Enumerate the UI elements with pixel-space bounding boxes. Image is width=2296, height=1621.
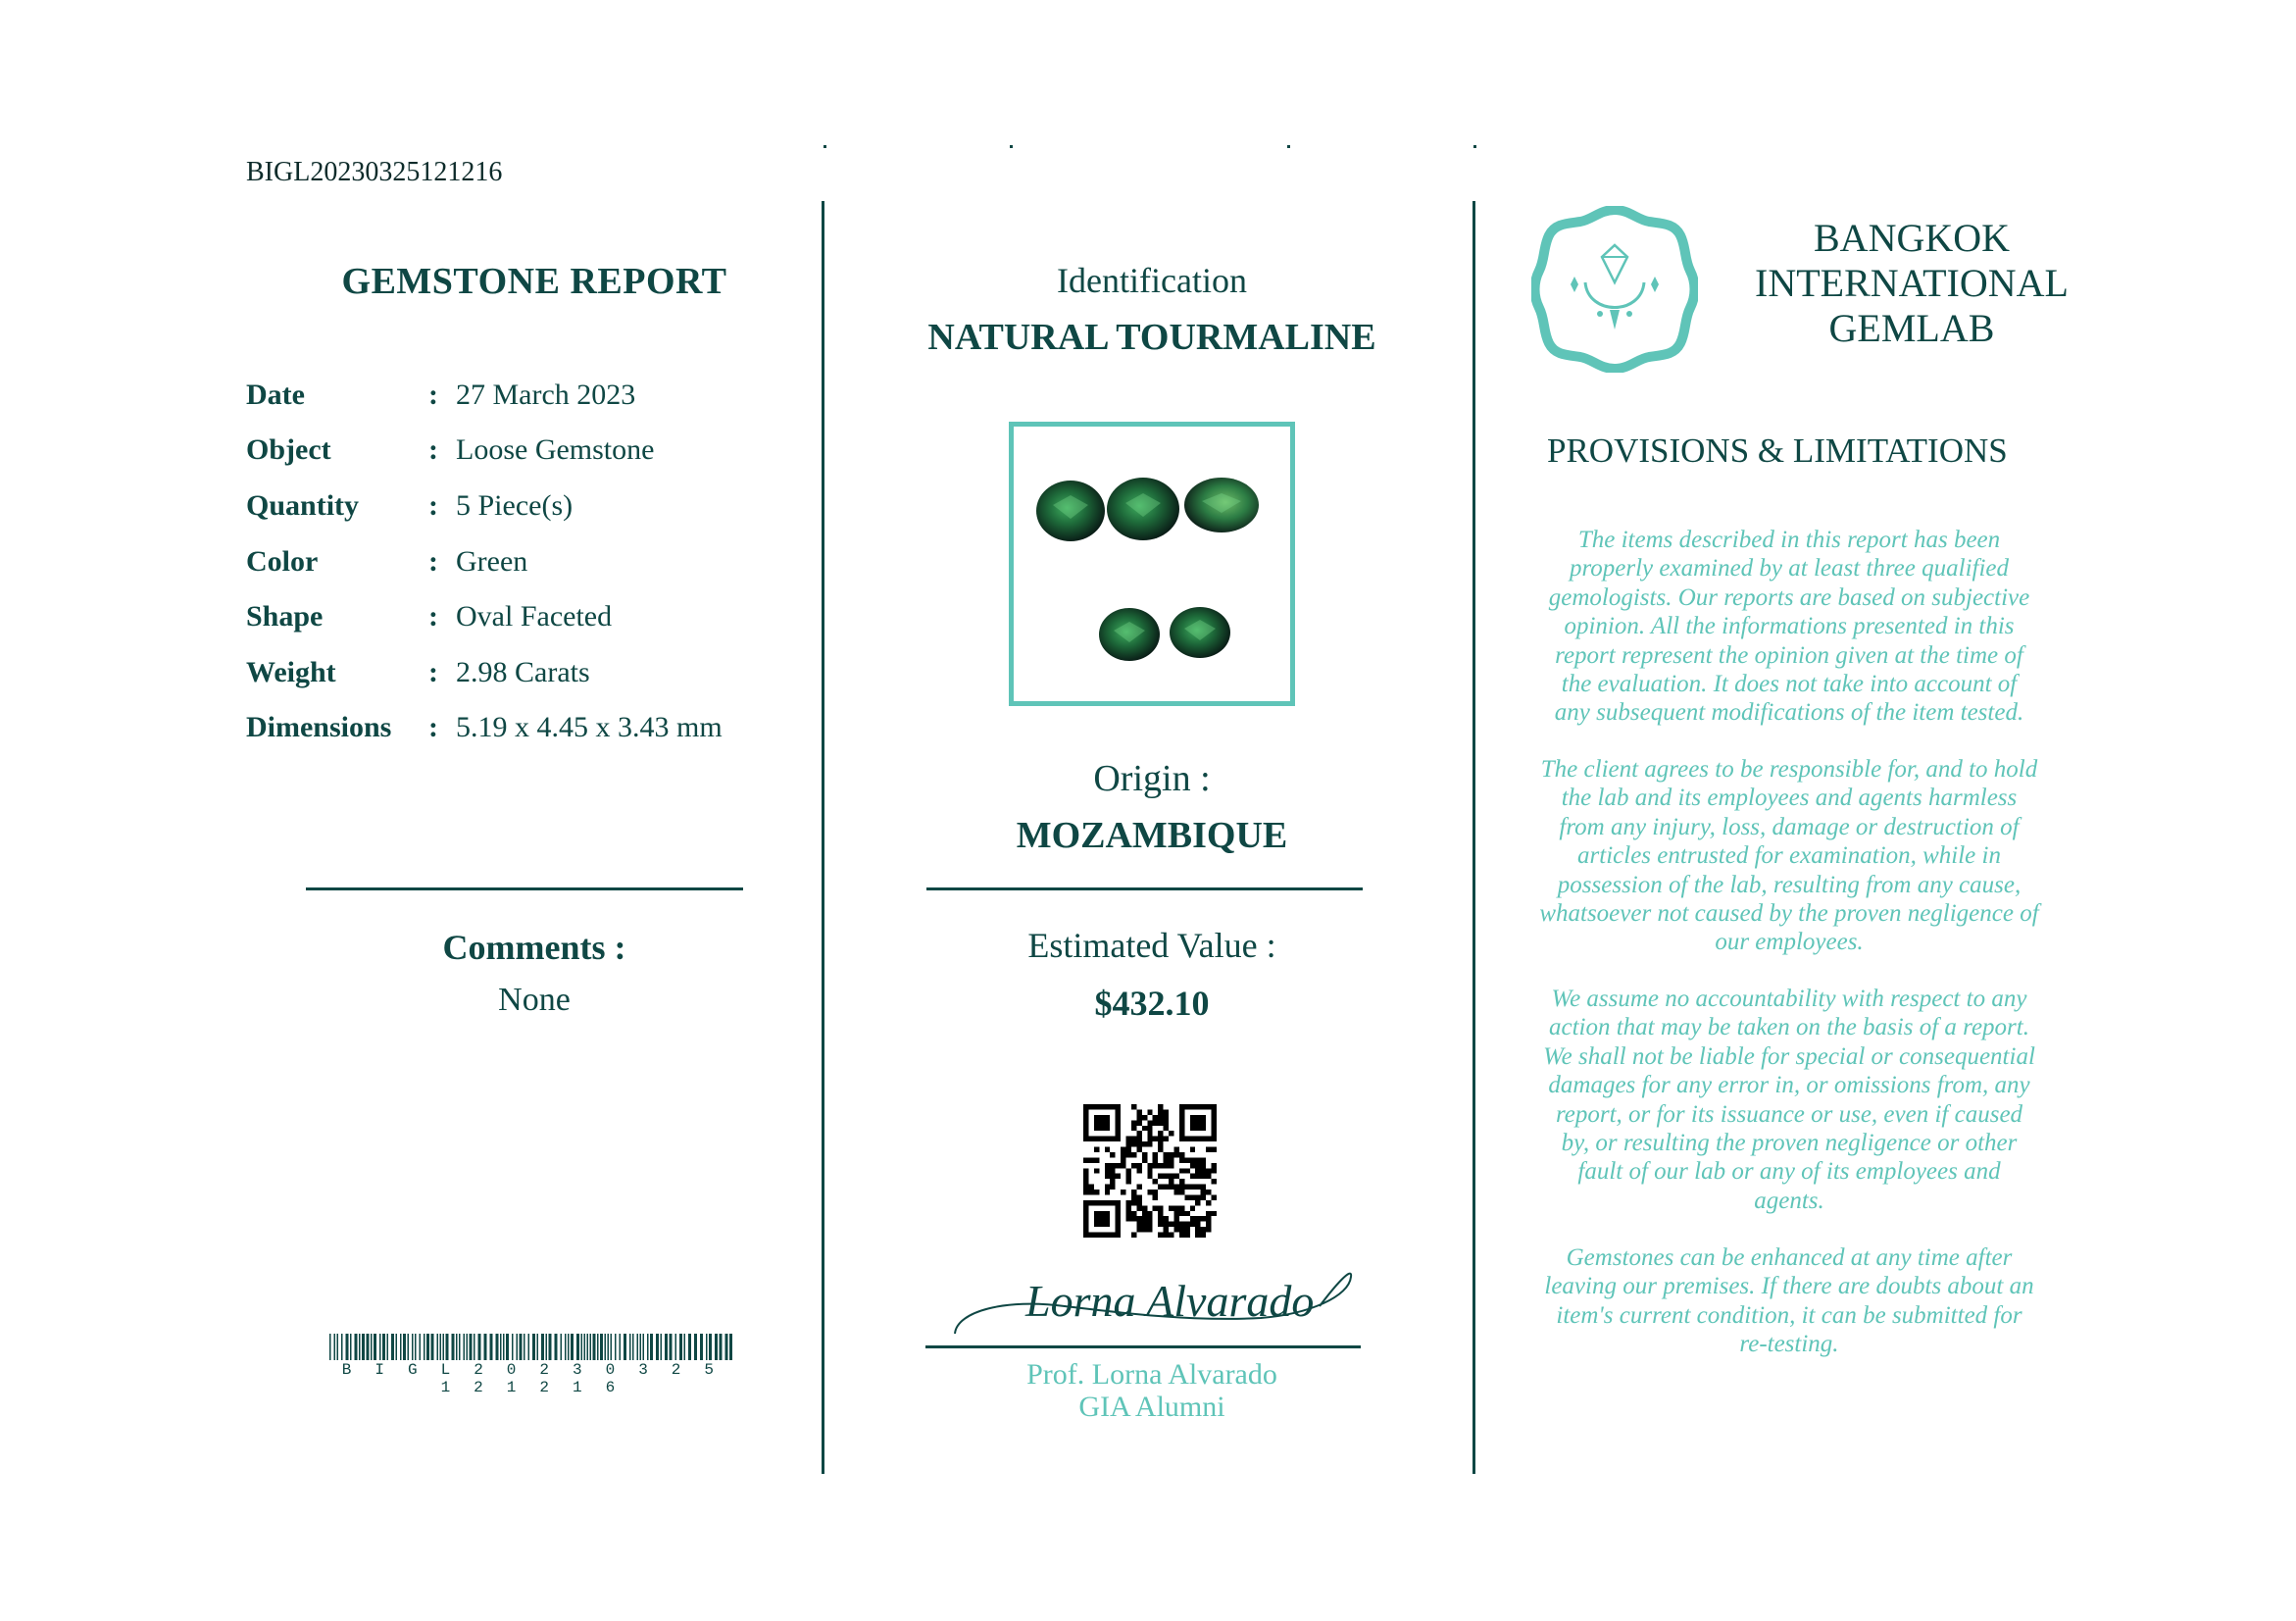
- detail-label: Date: [246, 379, 305, 411]
- detail-value: 5 Piece(s): [456, 489, 574, 522]
- provisions-line: The items described in this report has been: [1577, 527, 2001, 553]
- detail-label: Color: [246, 545, 319, 578]
- lab-name-line-3: GEMLAB: [1828, 306, 1995, 350]
- lab-name: [1735, 216, 2088, 351]
- lab-name-line-2: INTERNATIONAL: [1755, 261, 2069, 305]
- gem-seal-icon: [1531, 206, 1698, 373]
- detail-label: Dimensions: [246, 711, 392, 743]
- origin-value: MOZAMBIQUE: [1016, 815, 1288, 856]
- detail-value: Green: [456, 545, 528, 578]
- provisions-paragraph: [1524, 1243, 2054, 1359]
- provisions-line: report represent the opinion given at the time of: [1555, 641, 2023, 669]
- provisions-line: We shall not be liable for special or consequential: [1543, 1042, 2035, 1070]
- column-divider-left: [822, 201, 824, 1474]
- provisions-line: the lab and its employees and agents harmless: [1561, 785, 2018, 812]
- detail-separator: :: [428, 379, 438, 411]
- report-title: GEMSTONE REPORT: [341, 261, 727, 302]
- detail-label: Object: [246, 433, 331, 466]
- provisions-line: whatsoever not caused by the proven negligence of: [1539, 900, 2039, 928]
- provisions-line: Gemstones can be enhanced at any time after: [1566, 1244, 2013, 1271]
- provisions-line: report, or for its issuance or use, even if caused: [1555, 1100, 2023, 1128]
- identification-label: Identification: [1057, 261, 1247, 300]
- signature-line: [925, 1345, 1361, 1348]
- estimated-value: $432.10: [1094, 984, 1210, 1023]
- provisions-line: gemologists. Our reports are based on subjective: [1548, 583, 2030, 611]
- provisions-line: The client agrees to be responsible for, and to hold: [1540, 756, 2038, 783]
- provisions-line: action that may be taken on the basis of a report.: [1549, 1014, 2029, 1041]
- provisions-line: from any injury, loss, damage or destruction of: [1559, 813, 2020, 840]
- tick-mark: [1473, 145, 1476, 148]
- provisions-line: opinion. All the informations presented in this: [1564, 613, 2015, 640]
- comments-title: Comments :: [442, 928, 626, 967]
- detail-separator: :: [428, 711, 438, 743]
- provisions-line: the evaluation. It does not take into account of: [1561, 671, 2018, 698]
- provisions-paragraph: [1524, 755, 2054, 957]
- provisions-line: any subsequent modifications of the item tested.: [1554, 699, 2024, 727]
- provisions-line: leaving our premises. If there are doubts about an: [1544, 1273, 2034, 1300]
- detail-separator: :: [428, 600, 438, 633]
- provisions-line: item's current condition, it can be submitted for: [1556, 1301, 2022, 1329]
- detail-value: 27 March 2023: [456, 379, 636, 411]
- origin-label: Origin :: [1093, 758, 1211, 799]
- detail-label: Shape: [246, 600, 324, 633]
- detail-value: 5.19 x 4.45 x 3.43 mm: [456, 711, 723, 743]
- provisions-line: We assume no accountability with respect to any: [1551, 986, 2027, 1012]
- provisions-line: re-testing.: [1739, 1331, 1839, 1358]
- provisions-title: PROVISIONS & LIMITATIONS: [1547, 431, 2008, 470]
- provisions-line: damages for any error in, or omissions from, any: [1548, 1072, 2030, 1099]
- signature: [947, 1257, 1359, 1345]
- detail-value: Oval Faceted: [456, 600, 613, 633]
- detail-label: Quantity: [246, 489, 360, 522]
- signature-text: Lorna Alvarado: [1025, 1276, 1315, 1326]
- gemstone-photo: [1009, 422, 1295, 706]
- signer-name: Prof. Lorna Alvarado: [1026, 1358, 1277, 1391]
- qr-code: [1083, 1104, 1217, 1238]
- barcode-text: B I G L 2 0 2 3 0 3 2 5 1 2 1 2 1 6: [341, 1361, 722, 1396]
- detail-separator: :: [428, 433, 438, 466]
- column-divider-right: [1472, 201, 1475, 1474]
- provisions-line: our employees.: [1715, 929, 1864, 956]
- detail-value: 2.98 Carats: [456, 656, 590, 688]
- signer-title: GIA Alumni: [1078, 1391, 1225, 1423]
- provisions-line: properly examined by at least three qualified: [1569, 555, 2010, 583]
- detail-separator: :: [428, 489, 438, 522]
- comments-divider: [306, 887, 743, 890]
- gemstones-image: [1014, 427, 1290, 701]
- identification-value: NATURAL TOURMALINE: [927, 317, 1376, 358]
- provisions-line: fault of our lab or any of its employees and: [1577, 1158, 2001, 1186]
- detail-separator: :: [428, 656, 438, 688]
- tick-mark: [1287, 145, 1290, 148]
- provisions-paragraph: [1524, 985, 2054, 1215]
- provisions-paragraph: [1524, 526, 2054, 728]
- comments-value: None: [498, 982, 571, 1018]
- lab-name-line-1: BANGKOK: [1814, 216, 2010, 260]
- tick-mark: [1010, 145, 1013, 148]
- detail-value: Loose Gemstone: [456, 433, 655, 466]
- estimated-value-label: Estimated Value :: [1027, 926, 1276, 965]
- detail-separator: :: [428, 545, 438, 578]
- tick-mark: [824, 145, 826, 148]
- detail-label: Weight: [246, 656, 336, 688]
- provisions-line: agents.: [1754, 1187, 1824, 1214]
- report-id: BIGL20230325121216: [246, 157, 503, 187]
- provisions-line: articles entrusted for examination, while in: [1577, 842, 2001, 870]
- provisions-line: by, or resulting the proven negligence or other: [1561, 1130, 2018, 1157]
- provisions-line: possession of the lab, resulting from any cause,: [1557, 871, 2021, 898]
- value-divider: [926, 887, 1363, 890]
